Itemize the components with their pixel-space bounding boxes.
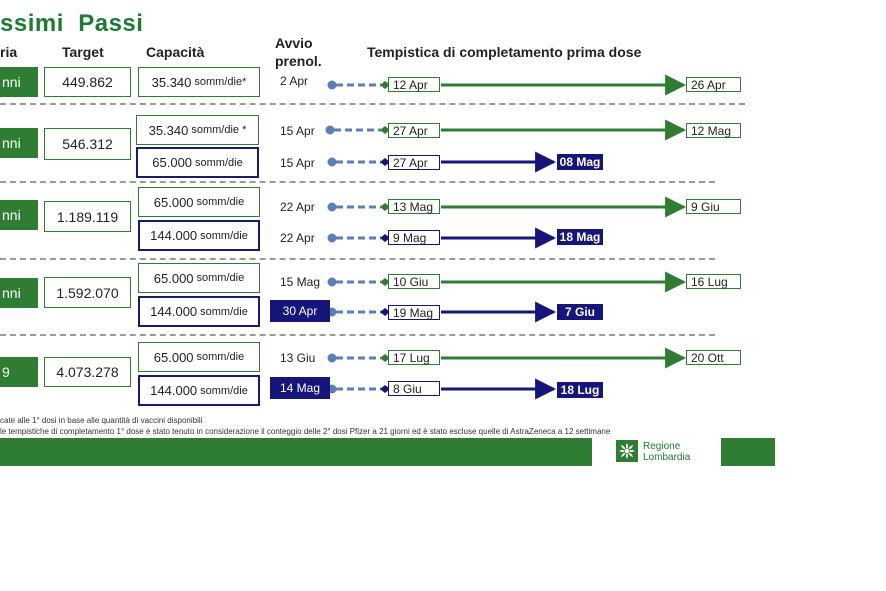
capacity-value: 35.340 bbox=[148, 122, 189, 138]
footnote-2: le tempistiche di completamento 1° dose è stato tenuto in considerazione il conteggio delle 2° dosi Pfizer a 21 giorni ed è stato escluse quelle di AstraZeneca a 12 settimane bbox=[0, 427, 611, 436]
category-cell: nni bbox=[0, 278, 38, 308]
capacity-box bbox=[138, 296, 260, 327]
end-date-badge: 18 Mag bbox=[557, 229, 603, 245]
capacity-box bbox=[136, 147, 259, 178]
group-separator bbox=[0, 103, 745, 105]
timeline-start-dot bbox=[328, 158, 337, 167]
lombardia-logo-icon bbox=[616, 440, 638, 462]
end-date-badge: 18 Lug bbox=[557, 382, 603, 398]
category-cell: nni bbox=[0, 200, 38, 230]
header-timeline: Tempistica di completamento prima dose bbox=[367, 44, 642, 60]
capacity-box bbox=[138, 187, 260, 217]
start-date: 22 Apr bbox=[280, 200, 315, 214]
capacity-unit: somm/die bbox=[196, 196, 245, 208]
capacity-box bbox=[138, 342, 260, 372]
timeline-start-dot bbox=[328, 278, 337, 287]
capacity-value: 65.000 bbox=[153, 194, 194, 210]
capacity-box bbox=[138, 220, 260, 251]
target-box: 546.312 bbox=[44, 128, 131, 160]
group-separator bbox=[0, 181, 715, 183]
start-date: 15 Apr bbox=[280, 124, 315, 138]
from-date: 27 Apr bbox=[388, 155, 440, 170]
capacity-value: 65.000 bbox=[153, 270, 194, 286]
from-date: 9 Mag bbox=[388, 230, 440, 245]
capacity-unit: somm/die* bbox=[194, 76, 247, 88]
to-date: 12 Mag bbox=[686, 123, 741, 138]
capacity-unit: somm/die bbox=[196, 351, 245, 363]
category-cell: 9 bbox=[0, 357, 38, 387]
to-date: 26 Apr bbox=[686, 77, 741, 92]
to-date: 16 Lug bbox=[686, 274, 741, 289]
footer-bar-right bbox=[721, 438, 775, 466]
target-box: 1.189.119 bbox=[44, 201, 131, 232]
timeline-start-dot bbox=[326, 126, 335, 135]
start-date: 15 Mag bbox=[280, 275, 321, 289]
capacity-value: 65.000 bbox=[152, 155, 193, 170]
end-date-badge: 7 Giu bbox=[557, 304, 603, 320]
from-date: 19 Mag bbox=[388, 305, 440, 320]
capacity-value: 144.000 bbox=[150, 383, 198, 398]
timeline-start-dot bbox=[328, 234, 337, 243]
header-start-line1: Avvio bbox=[275, 35, 313, 51]
to-date: 20 Ott bbox=[686, 350, 741, 365]
capacity-unit: somm/die bbox=[195, 156, 243, 169]
end-date-badge: 08 Mag bbox=[557, 154, 603, 170]
capacity-box bbox=[138, 263, 260, 293]
target-box: 449.862 bbox=[44, 67, 131, 97]
target-box: 1.592.070 bbox=[44, 277, 131, 308]
capacity-unit: somm/die * bbox=[191, 124, 247, 136]
start-date-badge: 30 Apr bbox=[270, 300, 330, 322]
capacity-value: 35.340 bbox=[151, 74, 192, 90]
start-date: 2 Apr bbox=[280, 74, 309, 88]
header-target: Target bbox=[62, 44, 104, 60]
start-date: 15 Apr bbox=[280, 156, 315, 170]
logo-line2: Lombardia bbox=[643, 452, 691, 463]
start-date: 13 Giu bbox=[280, 351, 316, 365]
start-date-badge: 14 Mag bbox=[270, 377, 330, 399]
capacity-unit: somm/die bbox=[200, 384, 248, 397]
from-date: 27 Apr bbox=[388, 123, 440, 138]
capacity-unit: somm/die bbox=[200, 229, 248, 242]
logo-line1: Regione bbox=[643, 441, 681, 452]
group-separator bbox=[0, 334, 715, 336]
target-box: 4.073.278 bbox=[44, 357, 131, 387]
timeline-start-dot bbox=[328, 354, 337, 363]
capacity-value: 65.000 bbox=[153, 349, 194, 365]
from-date: 10 Giu bbox=[388, 274, 440, 289]
timeline-start-dot bbox=[328, 81, 337, 90]
from-date: 12 Apr bbox=[388, 77, 440, 92]
capacity-box bbox=[138, 67, 260, 97]
capacity-value: 144.000 bbox=[150, 228, 198, 243]
page-title: ssimi Passi bbox=[0, 10, 144, 37]
header-capacity: Capacità bbox=[146, 44, 205, 60]
capacity-box bbox=[136, 115, 259, 145]
capacity-unit: somm/die bbox=[196, 272, 245, 284]
header-start-line2: prenol. bbox=[275, 53, 322, 69]
footnote-1: cate alle 1° dosi in base alle quantità di vaccini disponibili bbox=[0, 416, 203, 425]
timeline-start-dot bbox=[328, 203, 337, 212]
from-date: 13 Mag bbox=[388, 199, 440, 214]
group-separator bbox=[0, 258, 715, 260]
to-date: 9 Giu bbox=[686, 199, 741, 214]
category-cell: nni bbox=[0, 67, 38, 97]
footer-bar bbox=[0, 438, 592, 466]
capacity-value: 144.000 bbox=[150, 304, 198, 319]
from-date: 17 Lug bbox=[388, 350, 440, 365]
capacity-box bbox=[138, 375, 260, 406]
capacity-unit: somm/die bbox=[200, 305, 248, 318]
start-date: 22 Apr bbox=[280, 231, 315, 245]
from-date: 8 Giu bbox=[388, 381, 440, 396]
category-cell: nni bbox=[0, 128, 38, 158]
header-category: ria bbox=[0, 44, 18, 60]
